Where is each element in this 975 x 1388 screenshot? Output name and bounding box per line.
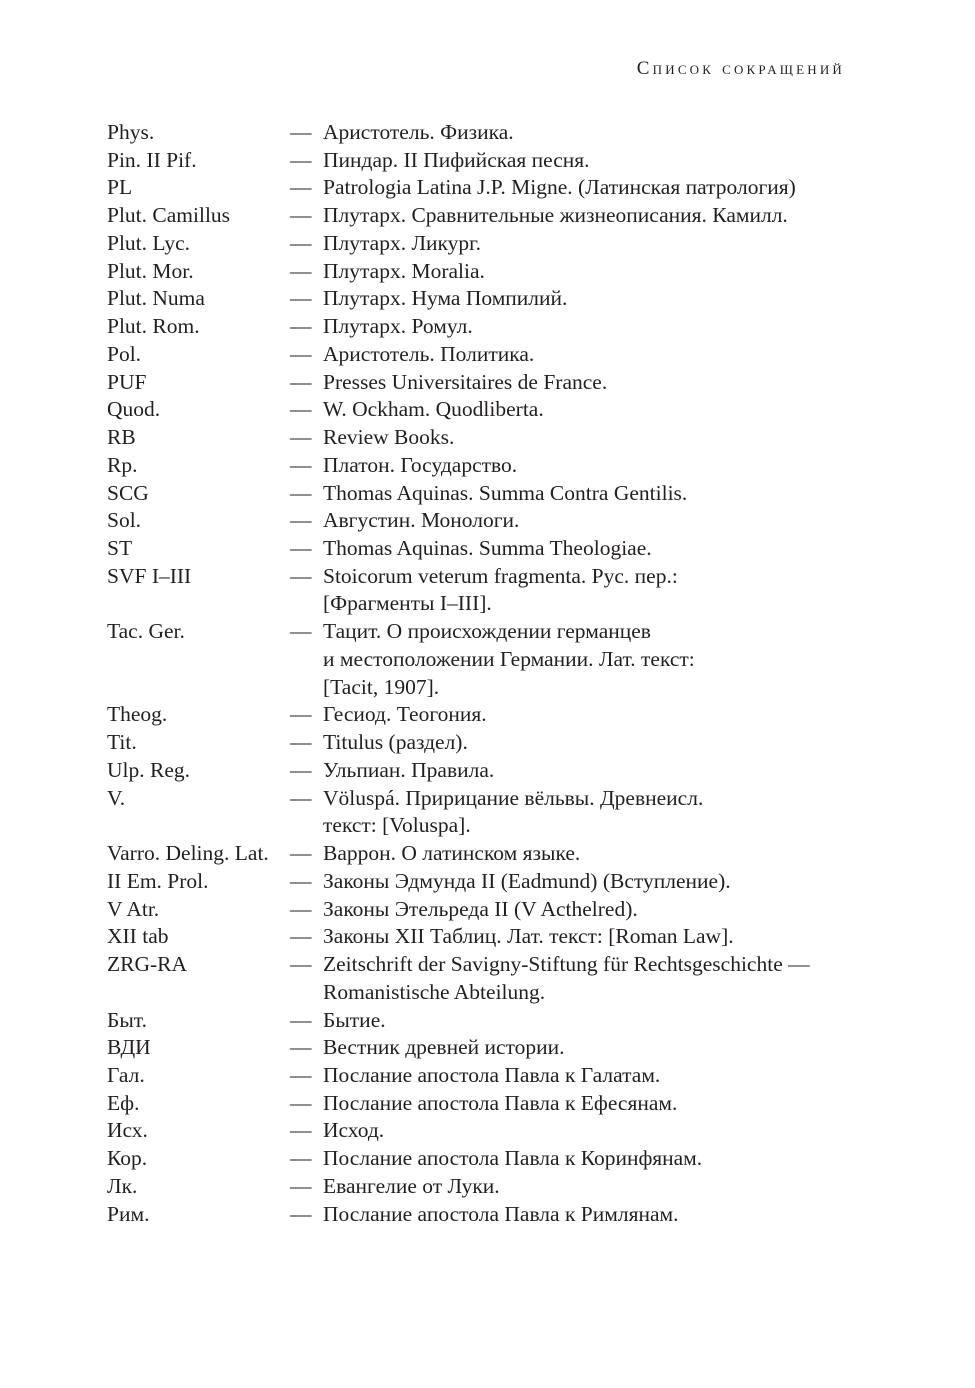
definition-line: [Tacit, 1907]. <box>323 674 440 699</box>
abbreviation-definition <box>323 174 867 202</box>
abbreviation-definition <box>323 785 867 840</box>
running-header: Список сокращений <box>636 58 845 79</box>
definition-line: Zeitschrift der Savigny-Stiftung für Rechtsgeschichte — <box>323 952 810 977</box>
dash-separator: — <box>290 341 312 366</box>
dash-separator: — <box>290 536 312 561</box>
abbreviation-entry <box>107 785 867 840</box>
abbreviation-term: V Atr. <box>107 896 160 921</box>
definition-line: Послание апостола Павла к Галатам. <box>323 1062 661 1087</box>
abbreviation-entry <box>107 119 867 147</box>
abbreviation-entry <box>107 396 867 424</box>
abbreviation-definition <box>323 396 867 424</box>
dash-separator: — <box>290 286 312 311</box>
dash-separator: — <box>290 952 312 977</box>
abbreviation-definition <box>323 1007 867 1035</box>
dash-separator: — <box>290 452 312 477</box>
abbreviation-definition <box>323 452 867 480</box>
abbreviation-entry <box>107 452 867 480</box>
dash-separator: — <box>290 120 312 144</box>
dash-separator: — <box>290 1201 312 1226</box>
abbreviation-term: XII tab <box>107 924 169 949</box>
abbreviation-term: SCG <box>107 480 149 505</box>
abbreviation-term: ZRG-RA <box>107 952 188 977</box>
dash-separator: — <box>290 1007 312 1032</box>
definition-line: Patrologia Latina J.P. Migne. (Латинская патрология) <box>323 175 796 200</box>
abbreviation-entry <box>107 729 867 757</box>
abbreviation-term: Pin. II Pif. <box>107 147 197 172</box>
abbreviation-term: Quod. <box>107 397 161 422</box>
abbreviation-term: Исх. <box>107 1118 148 1143</box>
abbreviation-term: Pol. <box>107 341 142 366</box>
abbreviation-definition <box>323 1062 867 1090</box>
abbreviation-entry <box>107 896 867 924</box>
abbreviation-definition <box>323 1201 867 1229</box>
definition-line: Законы XII Таблиц. Лат. текст: [Roman Law]. <box>323 924 734 949</box>
definition-line: Евангелие от Луки. <box>323 1173 500 1198</box>
abbreviation-entry <box>107 951 867 1006</box>
abbreviation-term: Кор. <box>107 1146 148 1171</box>
dash-separator: — <box>290 1062 312 1087</box>
definition-line: Варрон. О латинском языке. <box>323 841 581 866</box>
abbreviation-term: Theog. <box>107 702 168 727</box>
abbreviation-entry <box>107 258 867 286</box>
definition-line: Аристотель. Политика. <box>323 341 535 366</box>
dash-separator: — <box>290 508 312 533</box>
abbreviation-definition <box>323 563 867 618</box>
dash-separator: — <box>290 1118 312 1143</box>
abbreviation-term: Plut. Mor. <box>107 258 194 283</box>
definition-line: Stoicorum veterum fragmenta. Рус. пер.: <box>323 563 678 588</box>
dash-separator: — <box>290 868 312 893</box>
abbreviation-entry <box>107 757 867 785</box>
definition-line: Völuspá. Пририцание вёльвы. Древнеисл. <box>323 785 704 810</box>
abbreviation-definition <box>323 341 867 369</box>
abbreviation-entry <box>107 147 867 175</box>
definition-line: Законы Эдмунда II (Eadmund) (Вступление). <box>323 868 731 893</box>
definition-line: Плутарх. Нума Помпилий. <box>323 286 568 311</box>
definition-line: Бытие. <box>323 1007 386 1032</box>
abbreviation-entry <box>107 1145 867 1173</box>
definition-line: Послание апостола Павла к Римлянам. <box>323 1201 679 1226</box>
abbreviation-term: II Em. Prol. <box>107 868 209 893</box>
definition-line: Thomas Aquinas. Summa Contra Gentilis. <box>323 480 688 505</box>
abbreviation-entry <box>107 1007 867 1035</box>
dash-separator: — <box>290 1146 312 1171</box>
definition-line: Августин. Монологи. <box>323 508 520 533</box>
abbreviation-definition <box>323 951 867 1006</box>
dash-separator: — <box>290 425 312 450</box>
dash-separator: — <box>290 841 312 866</box>
dash-separator: — <box>290 785 312 810</box>
abbreviation-definition <box>323 507 867 535</box>
abbreviation-definition <box>323 868 867 896</box>
abbreviation-term: RB <box>107 425 136 450</box>
abbreviation-definition <box>323 1034 867 1062</box>
abbreviation-definition <box>323 119 867 147</box>
definition-line: Presses Universitaires de France. <box>323 369 608 394</box>
dash-separator: — <box>290 230 312 255</box>
definition-line: Плутарх. Moralia. <box>323 258 485 283</box>
definition-line: и местоположении Германии. Лат. текст: <box>323 646 695 671</box>
abbreviation-definition <box>323 840 867 868</box>
definition-line: Исход. <box>323 1118 385 1143</box>
abbreviation-entry <box>107 341 867 369</box>
abbreviation-entry <box>107 1173 867 1201</box>
dash-separator: — <box>290 147 312 172</box>
dash-separator: — <box>290 175 312 200</box>
abbreviation-entry <box>107 701 867 729</box>
abbreviation-list <box>107 119 867 1228</box>
abbreviation-definition <box>323 1173 867 1201</box>
abbreviation-entry <box>107 202 867 230</box>
definition-line: Пиндар. II Пифийская песня. <box>323 147 590 172</box>
definition-line: Платон. Государство. <box>323 452 518 477</box>
definition-line: Review Books. <box>323 425 455 450</box>
dash-separator: — <box>290 924 312 949</box>
abbreviation-definition <box>323 230 867 258</box>
dash-separator: — <box>290 397 312 422</box>
abbreviation-term: Plut. Camillus <box>107 203 231 228</box>
definition-line: [Фрагменты I–III]. <box>323 591 492 616</box>
definition-line: Законы Этельреда II (V Acthelred). <box>323 896 638 921</box>
abbreviation-term: Еф. <box>107 1090 140 1115</box>
dash-separator: — <box>290 896 312 921</box>
dash-separator: — <box>290 314 312 339</box>
abbreviation-entry <box>107 868 867 896</box>
abbreviation-definition <box>323 147 867 175</box>
abbreviation-entry <box>107 285 867 313</box>
abbreviation-definition <box>323 729 867 757</box>
definition-line: Аристотель. Физика. <box>323 120 514 144</box>
definition-line: Плутарх. Ромул. <box>323 314 473 339</box>
definition-line: текст: [Voluspa]. <box>323 813 471 838</box>
abbreviation-term: Sol. <box>107 508 142 533</box>
definition-line: Плутарх. Ликург. <box>323 230 481 255</box>
abbreviation-term: Tit. <box>107 730 137 755</box>
definition-line: Ульпиан. Правила. <box>323 757 495 782</box>
abbreviation-entry <box>107 535 867 563</box>
abbreviation-term: Быт. <box>107 1007 147 1032</box>
abbreviation-entry <box>107 507 867 535</box>
abbreviation-term: ST <box>107 536 133 561</box>
abbreviation-entry <box>107 313 867 341</box>
definition-line: Titulus (раздел). <box>323 730 468 755</box>
abbreviation-entry <box>107 563 867 618</box>
dash-separator: — <box>290 1035 312 1060</box>
dash-separator: — <box>290 369 312 394</box>
abbreviation-definition <box>323 480 867 508</box>
abbreviation-entry <box>107 1062 867 1090</box>
abbreviation-term: ВДИ <box>107 1035 151 1060</box>
abbreviation-definition <box>323 618 867 701</box>
abbreviation-entry <box>107 618 867 701</box>
abbreviation-entry <box>107 840 867 868</box>
abbreviation-entry <box>107 480 867 508</box>
abbreviation-definition <box>323 1090 867 1118</box>
abbreviation-term: PL <box>107 175 133 200</box>
abbreviation-term: Tac. Ger. <box>107 619 185 644</box>
dash-separator: — <box>290 1173 312 1198</box>
definition-line: Thomas Aquinas. Summa Theologiae. <box>323 536 652 561</box>
definition-line: Послание апостола Павла к Коринфянам. <box>323 1146 703 1171</box>
abbreviation-entry <box>107 174 867 202</box>
abbreviation-definition <box>323 896 867 924</box>
dash-separator: — <box>290 757 312 782</box>
dash-separator: — <box>290 480 312 505</box>
abbreviation-term: PUF <box>107 369 147 394</box>
abbreviation-definition <box>323 424 867 452</box>
abbreviation-term: Гал. <box>107 1062 145 1087</box>
abbreviation-definition <box>323 535 867 563</box>
abbreviation-entry <box>107 923 867 951</box>
dash-separator: — <box>290 702 312 727</box>
definition-line: Плутарх. Сравнительные жизнеописания. Камилл. <box>323 203 788 228</box>
abbreviation-term: Rp. <box>107 452 138 477</box>
definition-line: Вестник древней истории. <box>323 1035 565 1060</box>
abbreviation-definition <box>323 313 867 341</box>
abbreviation-definition <box>323 202 867 230</box>
abbreviation-entry <box>107 1201 867 1229</box>
abbreviation-entry <box>107 1034 867 1062</box>
abbreviation-term: Plut. Lyc. <box>107 230 191 255</box>
definition-line: W. Ockham. Quodliberta. <box>323 397 544 422</box>
abbreviation-term: Phys. <box>107 120 155 144</box>
abbreviation-term: Лк. <box>107 1173 138 1198</box>
dash-separator: — <box>290 258 312 283</box>
abbreviation-term: V. <box>107 785 126 810</box>
definition-line: Тацит. О происхождении германцев <box>323 619 651 644</box>
abbreviation-term: Plut. Numa <box>107 286 205 311</box>
abbreviation-definition <box>323 923 867 951</box>
abbreviation-definition <box>323 701 867 729</box>
abbreviation-term: Рим. <box>107 1201 150 1226</box>
dash-separator: — <box>290 1090 312 1115</box>
abbreviation-definition <box>323 757 867 785</box>
abbreviation-definition <box>323 285 867 313</box>
definition-line: Romanistische Abteilung. <box>323 979 546 1004</box>
abbreviation-entry <box>107 1117 867 1145</box>
abbreviation-term: Varro. Deling. Lat. <box>107 841 269 866</box>
abbreviation-entry <box>107 1090 867 1118</box>
abbreviation-term: Ulp. Reg. <box>107 757 191 782</box>
abbreviation-definition <box>323 1117 867 1145</box>
abbreviation-term: Plut. Rom. <box>107 314 200 339</box>
dash-separator: — <box>290 563 312 588</box>
abbreviation-definition <box>323 258 867 286</box>
abbreviation-entry <box>107 230 867 258</box>
definition-line: Гесиод. Теогония. <box>323 702 487 727</box>
definition-line: Послание апостола Павла к Ефесянам. <box>323 1090 678 1115</box>
dash-separator: — <box>290 619 312 644</box>
abbreviation-definition <box>323 369 867 397</box>
abbreviation-definition <box>323 1145 867 1173</box>
dash-separator: — <box>290 203 312 228</box>
abbreviation-entry <box>107 424 867 452</box>
dash-separator: — <box>290 730 312 755</box>
abbreviation-entry <box>107 369 867 397</box>
abbreviation-term: SVF I–III <box>107 563 192 588</box>
